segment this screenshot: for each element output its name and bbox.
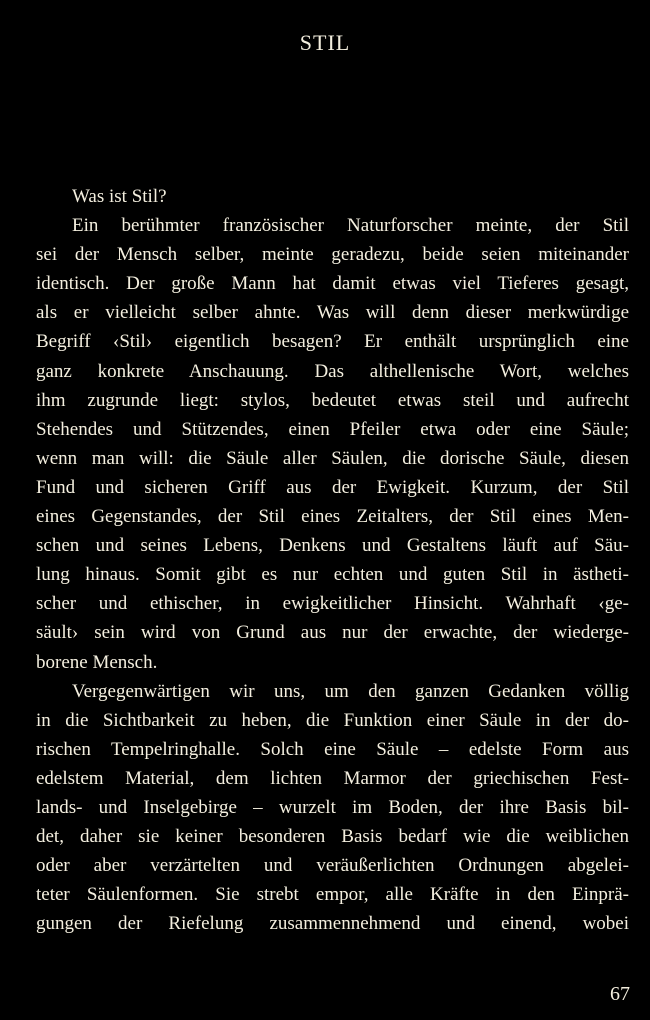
body-text (36, 182, 629, 938)
text-line: Was ist Stil? (72, 186, 167, 207)
text-line: ihm zugrunde liegt: stylos, bedeutet etwas steil und aufrecht (36, 389, 629, 411)
text-line: ganz konkrete Anschauung. Das althellenische Wort, welches (36, 360, 629, 382)
text-line: Begriff ‹Stil› eigentlich besagen? Er enthält ursprünglich eine (36, 331, 629, 353)
text-line: lung hinaus. Somit gibt es nur echten und guten Stil in ästheti- (36, 564, 629, 586)
text-line: lands- und Inselgebirge – wurzelt im Boden, der ihre Basis bil- (36, 796, 629, 818)
text-line: als er vielleicht selber ahnte. Was will denn dieser merkwürdige (36, 302, 629, 324)
text-line: identisch. Der große Mann hat damit etwas viel Tieferes gesagt, (36, 273, 629, 295)
text-line: scher und ethischer, in ewigkeitlicher Hinsicht. Wahrhaft ‹ge- (36, 593, 629, 615)
text-line: teter Säulenformen. Sie strebt empor, alle Kräfte in den Einprä- (36, 884, 629, 906)
text-line: Stehendes und Stützendes, einen Pfeiler etwa oder eine Säule; (36, 418, 629, 440)
text-line: rischen Tempelringhalle. Solch eine Säule – edelste Form aus (36, 738, 629, 760)
text-line: wenn man will: die Säule aller Säulen, die dorische Säule, diesen (36, 447, 629, 469)
text-line: in die Sichtbarkeit zu heben, die Funktion einer Säule in der do- (36, 709, 629, 731)
text-line: sei der Mensch selber, meinte geradezu, beide seien miteinander (36, 244, 629, 266)
text-line: Vergegenwärtigen wir uns, um den ganzen Gedanken völlig (72, 680, 629, 702)
page-number: 67 (610, 983, 630, 1005)
text-line: gungen der Riefelung zusammennehmend und einend, wobei (36, 913, 629, 935)
text-line: edelstem Material, dem lichten Marmor der griechischen Fest- (36, 767, 629, 789)
text-line: det, daher sie keiner besonderen Basis bedarf wie die weiblichen (36, 826, 629, 848)
text-line: säult› sein wird von Grund aus nur der erwachte, der wiederge- (36, 622, 629, 644)
text-line: Ein berühmter französischer Naturforscher meinte, der Stil (72, 215, 629, 237)
text-line: oder aber verzärtelten und veräußerlichten Ordnungen abgelei- (36, 855, 629, 877)
text-line: borene Mensch. (36, 651, 158, 673)
text-line: eines Gegenstandes, der Stil eines Zeitalters, der Stil eines Men- (36, 506, 629, 528)
page-title: STIL (299, 30, 351, 55)
text-line: schen und seines Lebens, Denkens und Gestaltens läuft auf Säu- (36, 535, 629, 557)
text-line: Fund und sicheren Griff aus der Ewigkeit. Kurzum, der Stil (36, 476, 629, 498)
